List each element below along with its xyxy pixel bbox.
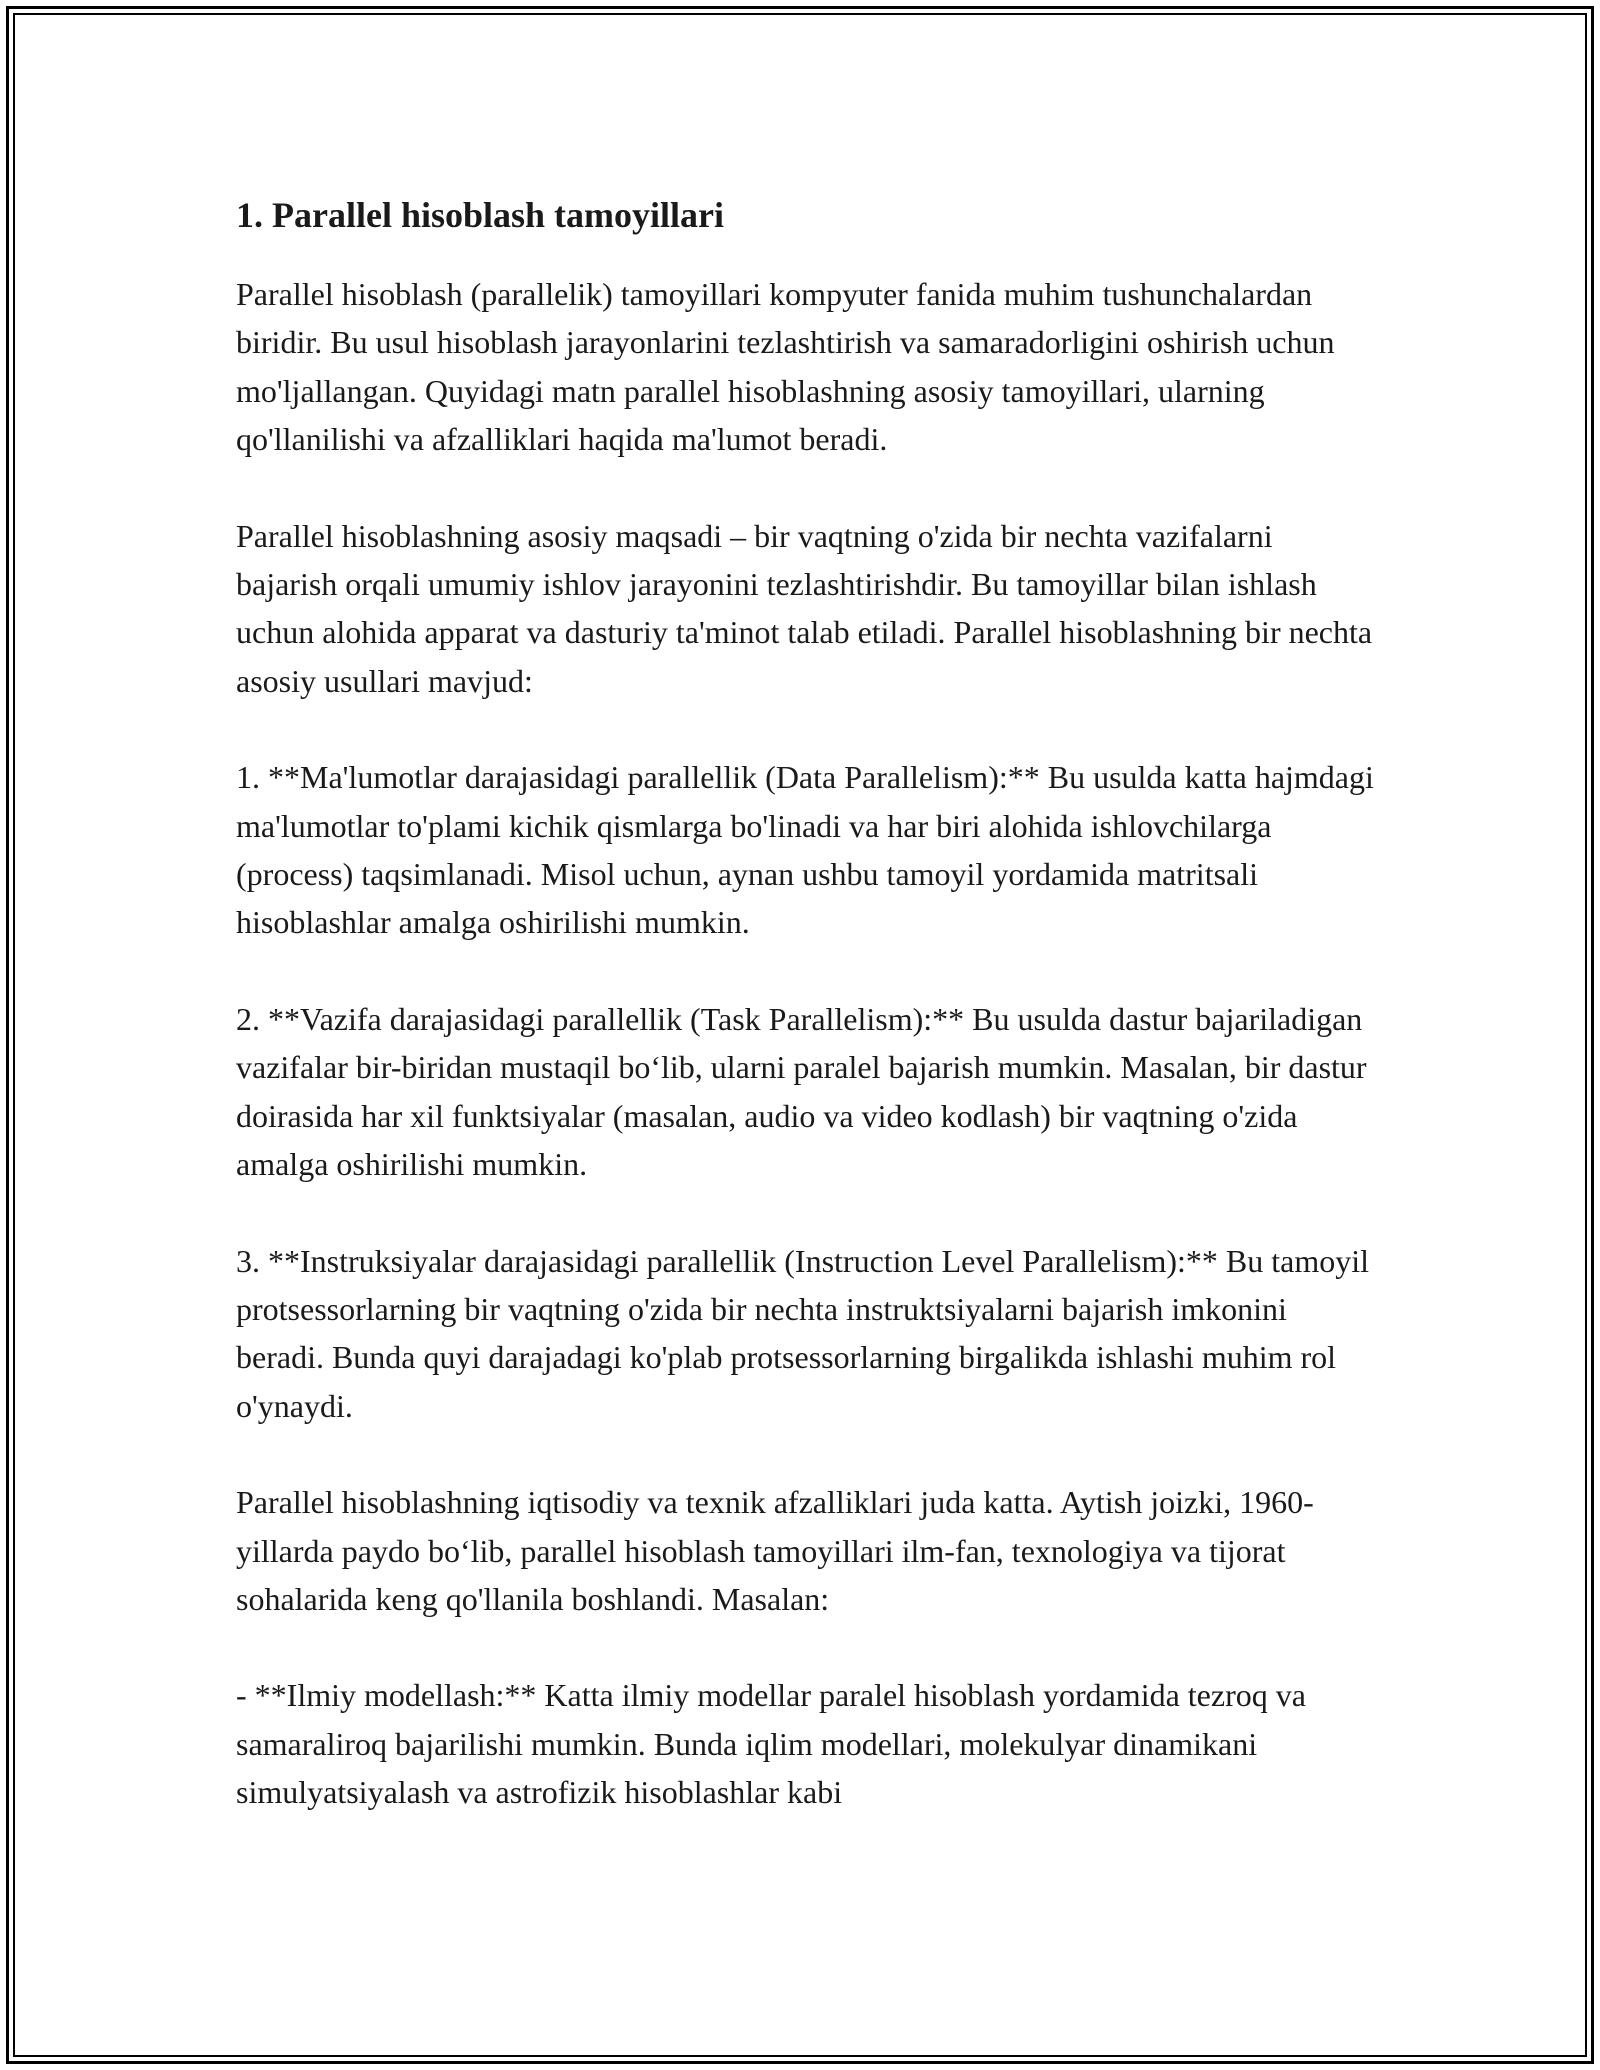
paragraph-task-parallelism: 2. **Vazifa darajasidagi parallellik (Task Parallelism):** Bu usulda dastur bajariladigan vazifalar bir-biridan mustaqil bo‘lib, ularni paralel bajarish mumkin. Masalan, bir dastur doirasida har xil funktsiyalar (masalan, audio va video kodlash) bir vaqtning o'zida amalga oshirilishi mumkin.: [236, 1000, 1367, 1183]
paragraph-scientific-modeling: - **Ilmiy modellash:** Katta ilmiy modellar paralel hisoblash yordamida tezroq va samaraliroq bajarilishi mumkin. Bunda iqlim modellari, molekulyar dinamikani simulyatsiyalash va astrofizik hisoblashlar kabi: [236, 1677, 1306, 1811]
paragraph-intro: Parallel hisoblash (parallelik) tamoyillari kompyuter fanida muhim tushunchalardan biridir. Bu usul hisoblash jarayonlarini tezlashtirish va samaradorligini oshirish uchun mo'ljallangan. Quyidagi matn parallel hisoblashning asosiy tamoyillari, ularning qo'llanilishi va afzalliklari haqida ma'lumot beradi.: [236, 276, 1335, 458]
paragraph-main-goal: Parallel hisoblashning asosiy maqsadi – bir vaqtning o'zida bir nechta vazifalarni bajarish orqali umumiy ishlov jarayonini tezlashtirishdir. Bu tamoyillar bilan ishlash uchun alohida apparat va dasturiy ta'minot talab etiladi. Parallel hisoblashning bir nechta asosiy usullari mavjud:: [236, 517, 1373, 699]
paragraph-advantages: Parallel hisoblashning iqtisodiy va texnik afzalliklari juda katta. Aytish joizki, 1960-yillarda paydo bo‘lib, parallel hisoblash tamoyillari ilm-fan, texnologiya va tijorat sohalarida keng qo'llanila boshlandi. Masalan:: [236, 1484, 1314, 1617]
document-body: [236, 186, 1376, 1865]
section-heading: 1. Parallel hisoblash tamoyillari: [236, 195, 725, 235]
paragraph-data-parallelism: 1. **Ma'lumotlar darajasidagi parallellik (Data Parallelism):** Bu usulda katta hajmdagi ma'lumotlar to'plami kichik qismlarga bo'linadi va har biri alohida ishlovchilarga (process) taqsimlanadi. Misol uchun, aynan ushbu tamoyil yordamida matritsali hisoblashlar amalga oshirilishi mumkin.: [236, 759, 1374, 941]
paragraph-instruction-parallelism: 3. **Instruksiyalar darajasidagi parallellik (Instruction Level Parallelism):** Bu tamoyil protsessorlarning bir vaqtning o'zida bir nechta instruktsiyalarni bajarish imkonini beradi. Bunda quyi darajadagi ko'plab protsessorlarning birgalikda ishlashi muhim rol o'ynaydi.: [236, 1242, 1370, 1424]
